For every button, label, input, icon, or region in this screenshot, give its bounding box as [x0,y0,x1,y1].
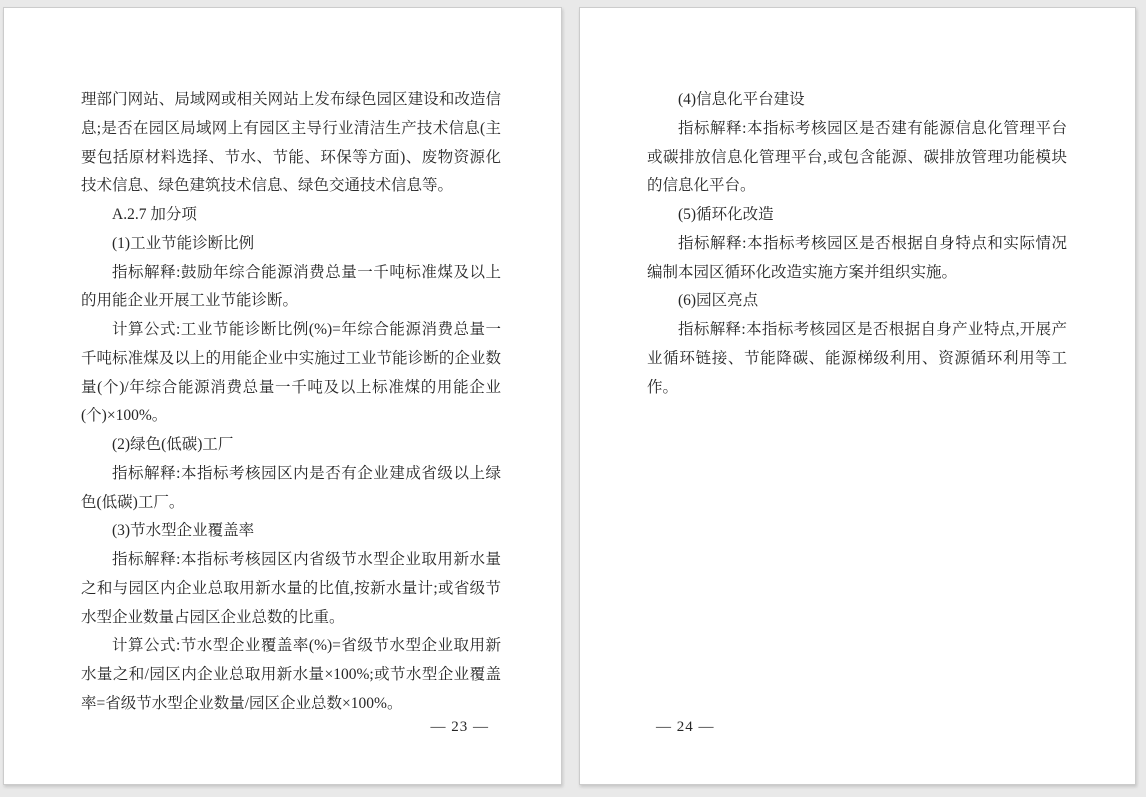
paragraph: (3)节水型企业覆盖率 [112,522,255,540]
paragraph: (1)工业节能诊断比例 [112,234,255,252]
paragraph: 指标解释:本指标考核园区内省级节水型企业取用新水量之和与园区内企业总取用新水量的比值,按新水量计;或省级节水型企业数量占园区企业总数的比重。 [81,551,501,626]
page-23 [3,7,562,785]
page-24-number: — 24 — [656,719,715,735]
paragraph: 指标解释:本指标考核园区是否根据自身产业特点,开展产业循环链接、节能降碳、能源梯级利用、资源循环利用等工作。 [647,321,1067,396]
paragraph: 指标解释:本指标考核园区是否建有能源信息化管理平台或碳排放信息化管理平台,或包含能源、碳排放管理功能模块的信息化平台。 [647,119,1067,195]
paragraph: 计算公式:节水型企业覆盖率(%)=省级节水型企业取用新水量之和/园区内企业总取用新水量×100%;或节水型企业覆盖率=省级节水型企业数量/园区企业总数×100%。 [81,637,501,712]
paragraph: 理部门网站、局域网或相关网站上发布绿色园区建设和改造信息;是否在园区局域网上有园区主导行业清洁生产技术信息(主要包括原材料选择、节水、节能、环保等方面)、废物资源化技术信息、绿色建筑技术信息、绿色交通技术信息等。 [81,91,501,195]
page-23-text [81,86,501,719]
paragraph: 指标解释:本指标考核园区内是否有企业建成省级以上绿色(低碳)工厂。 [81,464,501,511]
paragraph: A.2.7 加分项 [112,206,197,223]
paragraph: (5)循环化改造 [678,206,774,223]
paragraph: 计算公式:工业节能诊断比例(%)=年综合能源消费总量一千吨标准煤及以上的用能企业中实施过工业节能诊断的企业数量(个)/年综合能源消费总量一千吨及以上标准煤的用能企业(个)×100%。 [81,321,501,425]
paragraph: 指标解释:鼓励年综合能源消费总量一千吨标准煤及以上的用能企业开展工业节能诊断。 [81,263,501,310]
paragraph: 指标解释:本指标考核园区是否根据自身特点和实际情况编制本园区循环化改造实施方案并组织实施。 [647,234,1067,281]
page-24 [579,7,1136,785]
paragraph: (4)信息化平台建设 [678,91,805,108]
page-23-number: — 23 — [430,719,489,735]
paragraph: (6)园区亮点 [678,292,759,310]
paragraph: (2)绿色(低碳)工厂 [112,436,234,453]
page-24-text [647,86,1067,402]
